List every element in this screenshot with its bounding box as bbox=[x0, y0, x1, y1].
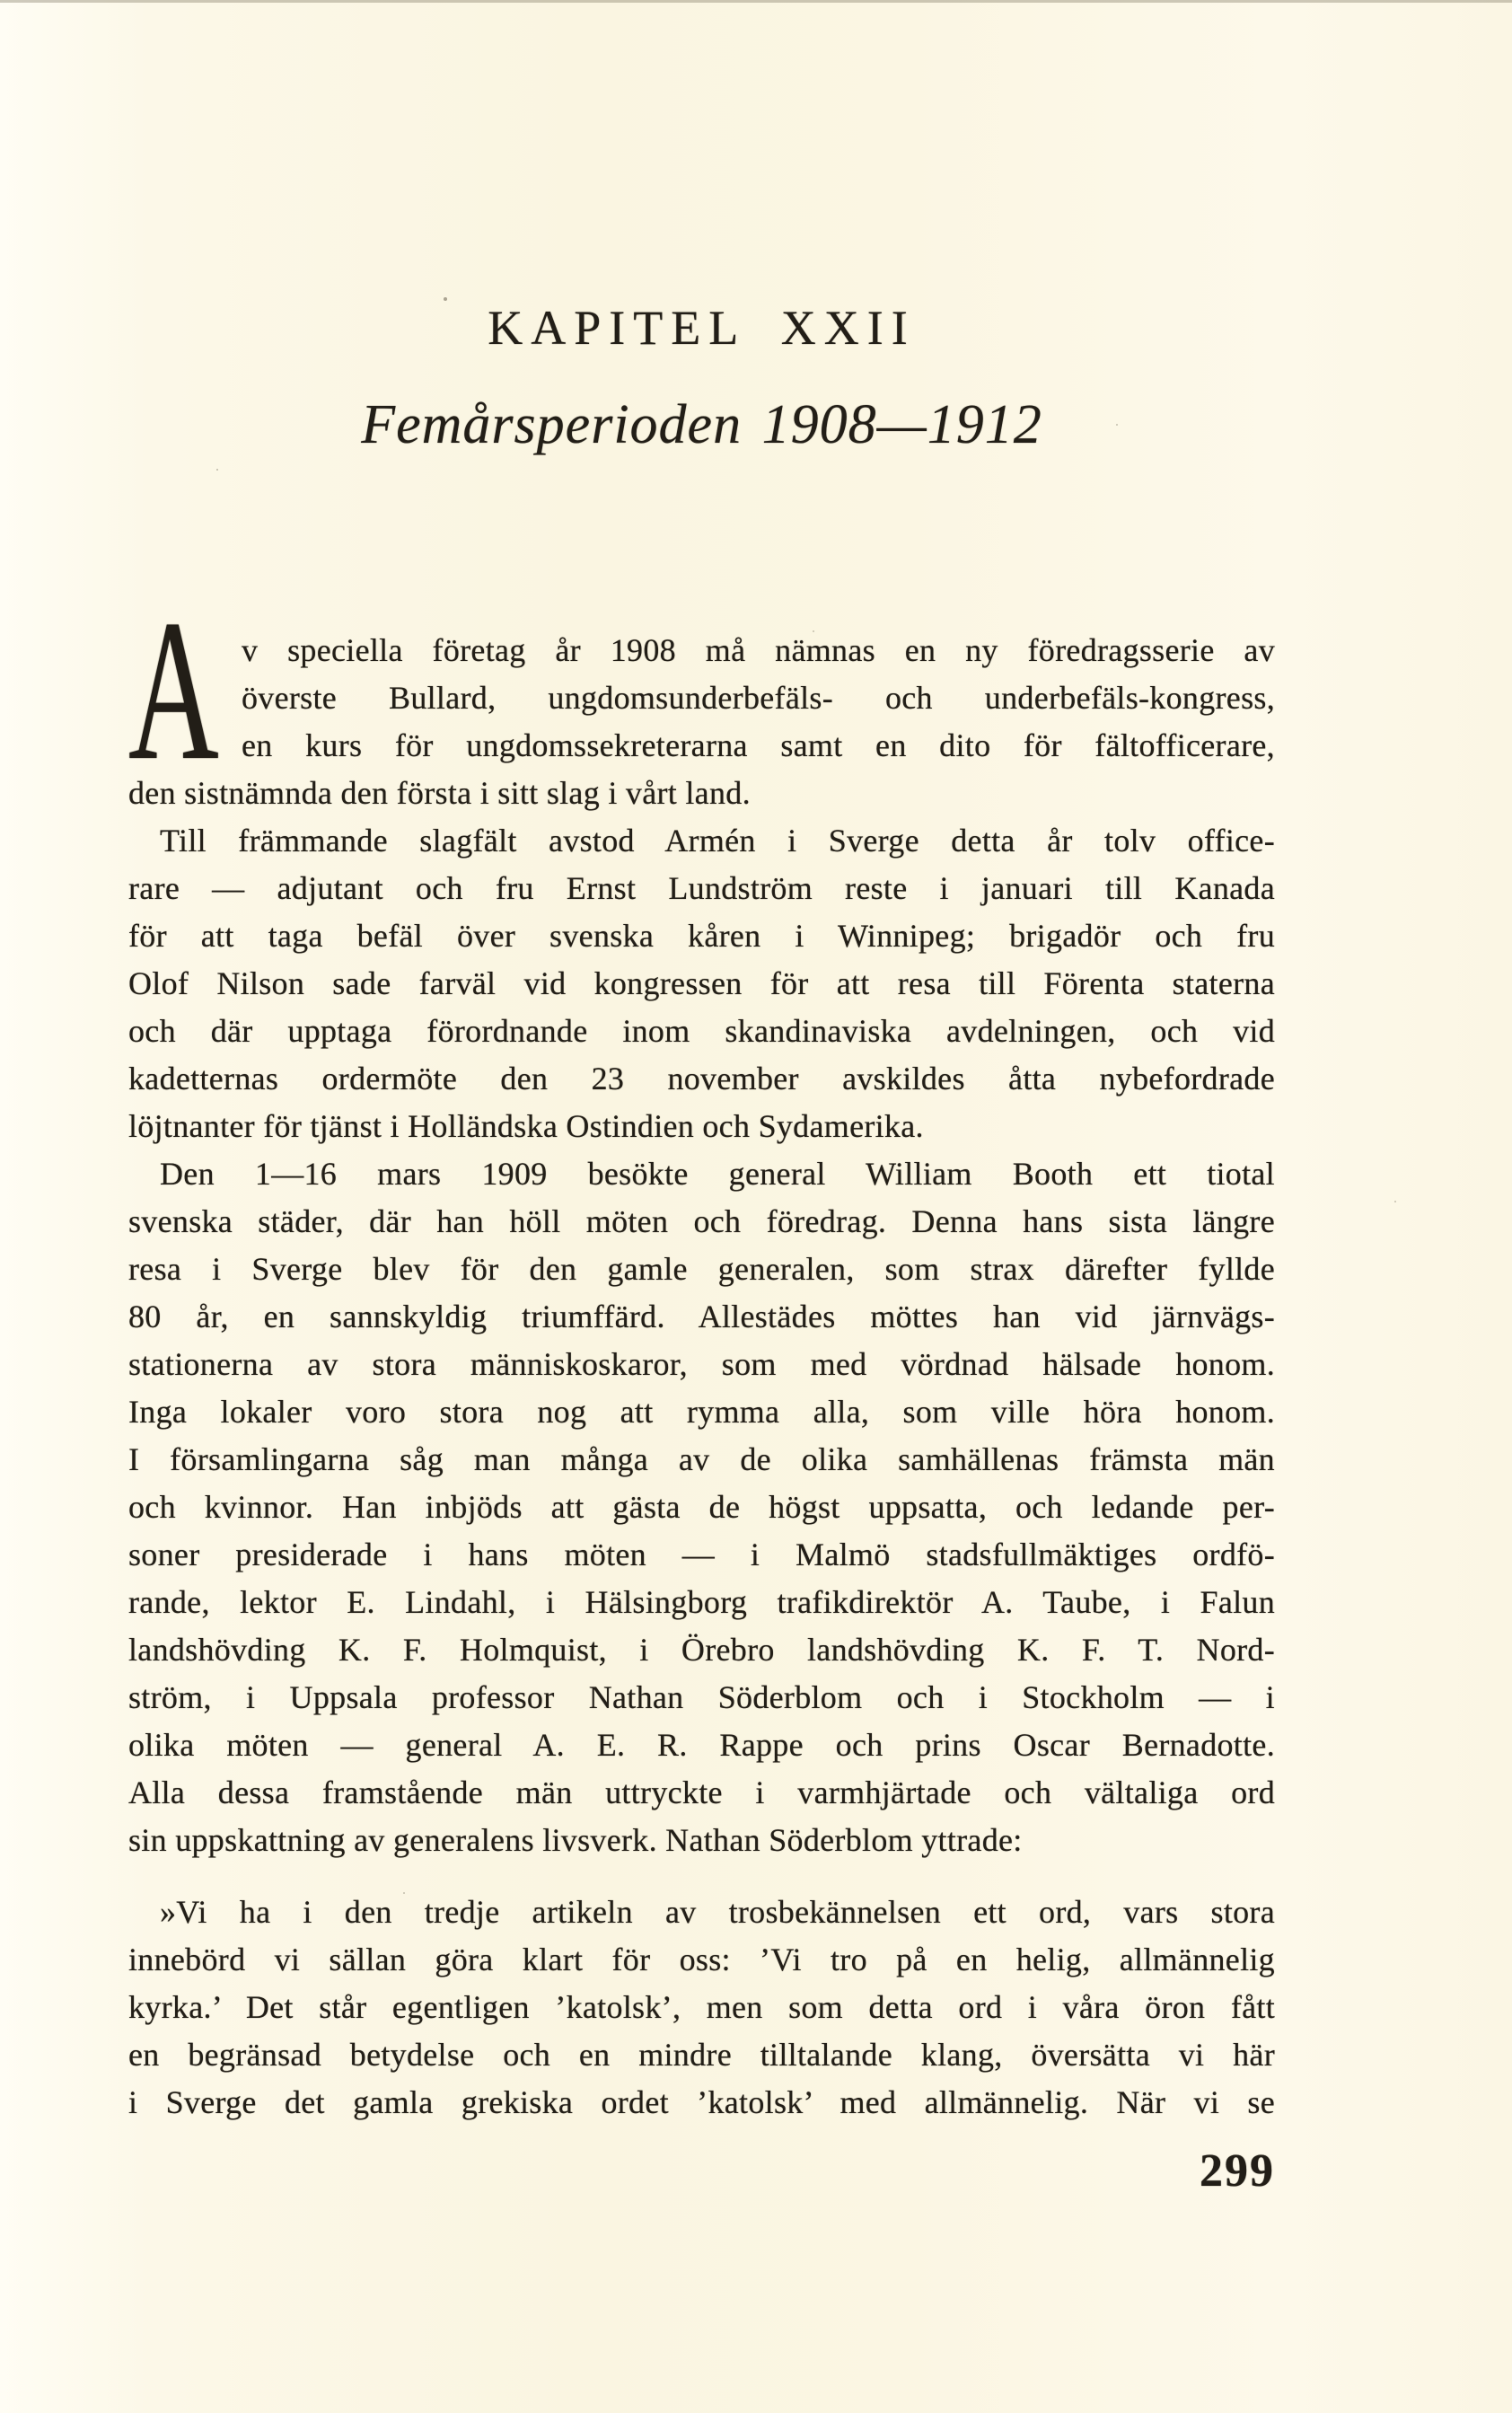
text-line: rande, lektor E. Lindahl, i Hälsingborg trafikdirektör A. Taube, i Falun bbox=[128, 1584, 1275, 1620]
scan-top-edge bbox=[0, 0, 1512, 3]
text-line: kadetternas ordermöte den 23 november avskildes åtta nybefordrade bbox=[128, 1061, 1275, 1096]
text-line: i Sverge det gamla grekiska ordet ’katolsk’ med allmännelig. När vi se bbox=[128, 2084, 1275, 2120]
text-line: v speciella företag år 1908 må nämnas en ny föredragsserie av bbox=[242, 632, 1275, 668]
text-line: I församlingarna såg man många av de olika samhällenas främsta män bbox=[128, 1441, 1275, 1477]
text-line: en kurs för ungdomssekreterarna samt en dito för fältofficerare, bbox=[242, 727, 1275, 763]
text-line: innebörd vi sällan göra klart för oss: ’Vi tro på en helig, allmännelig bbox=[128, 1942, 1275, 1977]
chapter-subtitle: Femårsperioden 1908—1912 bbox=[361, 394, 1042, 455]
text-line: Till främmande slagfält avstod Armén i Sverge detta år tolv office- bbox=[160, 823, 1275, 859]
text-line: soner presiderade i hans möten — i Malmö stadsfullmäktiges ordfö- bbox=[128, 1537, 1275, 1572]
text-line: landshövding K. F. Holmquist, i Örebro landshövding K. F. T. Nord- bbox=[128, 1632, 1275, 1668]
text-line: »Vi ha i den tredje artikeln av trosbekännelsen ett ord, vars stora bbox=[160, 1894, 1275, 1930]
text-line: svenska städer, där han höll möten och föredrag. Denna hans sista längre bbox=[128, 1203, 1275, 1239]
text-line: 80 år, en sannskyldig triumffärd. Allestädes möttes han vid järnvägs- bbox=[128, 1299, 1275, 1334]
chapter-title: KAPITEL XXII bbox=[488, 301, 916, 355]
text-line: olika möten — general A. E. R. Rappe och prins Oscar Bernadotte. bbox=[128, 1727, 1275, 1763]
text-line: Den 1—16 mars 1909 besökte general William Booth ett tiotal bbox=[160, 1156, 1275, 1192]
text-line: Alla dessa framstående män uttryckte i varmhjärtade och vältaliga ord bbox=[128, 1775, 1275, 1810]
text-line: Inga lokaler voro stora nog att rymma alla, som ville höra honom. bbox=[128, 1394, 1275, 1430]
text-line: resa i Sverge blev för den gamle generalen, som strax därefter fyllde bbox=[128, 1251, 1275, 1287]
text-line: sin uppskattning av generalens livsverk. Nathan Söderblom yttrade: bbox=[128, 1822, 1023, 1858]
text-line: ström, i Uppsala professor Nathan Söderblom och i Stockholm — i bbox=[128, 1679, 1275, 1715]
text-line: för att taga befäl över svenska kåren i Winnipeg; brigadör och fru bbox=[128, 918, 1275, 954]
text-line: och där upptaga förordnande inom skandinaviska avdelningen, och vid bbox=[128, 1013, 1275, 1049]
text-line: kyrka.’ Det står egentligen ’katolsk’, men som detta ord i våra öron fått bbox=[128, 1989, 1275, 2025]
paragraph-booth-visit bbox=[128, 1150, 1275, 1864]
paragraph-army bbox=[128, 817, 1275, 1150]
text-line: en begränsad betydelse och en mindre tilltalande klang, översätta vi här bbox=[128, 2037, 1275, 2073]
text-line: löjtnanter för tjänst i Holländska Ostindien och Sydamerika. bbox=[128, 1108, 924, 1144]
text-line: överste Bullard, ungdomsunderbefäls- och underbefäls-kongress, bbox=[242, 680, 1275, 716]
text-line: den sistnämnda den första i sitt slag i vårt land. bbox=[128, 775, 751, 811]
text-line: rare — adjutant och fru Ernst Lundström reste i januari till Kanada bbox=[128, 870, 1275, 906]
paragraph-opening bbox=[128, 577, 1275, 817]
text-line: Olof Nilson sade farväl vid kongressen för att resa till Förenta staterna bbox=[128, 965, 1275, 1001]
body-text-block bbox=[128, 577, 1275, 2127]
page-number: 299 bbox=[1200, 2145, 1275, 2197]
drop-cap-letter: A bbox=[128, 577, 219, 802]
paragraph-soderblom-quote bbox=[128, 1889, 1275, 2127]
text-line: stationerna av stora människoskaror, som med vördnad hälsade honom. bbox=[128, 1346, 1275, 1382]
text-line: och kvinnor. Han inbjöds att gästa de högst uppsatta, och ledande per- bbox=[128, 1489, 1275, 1525]
